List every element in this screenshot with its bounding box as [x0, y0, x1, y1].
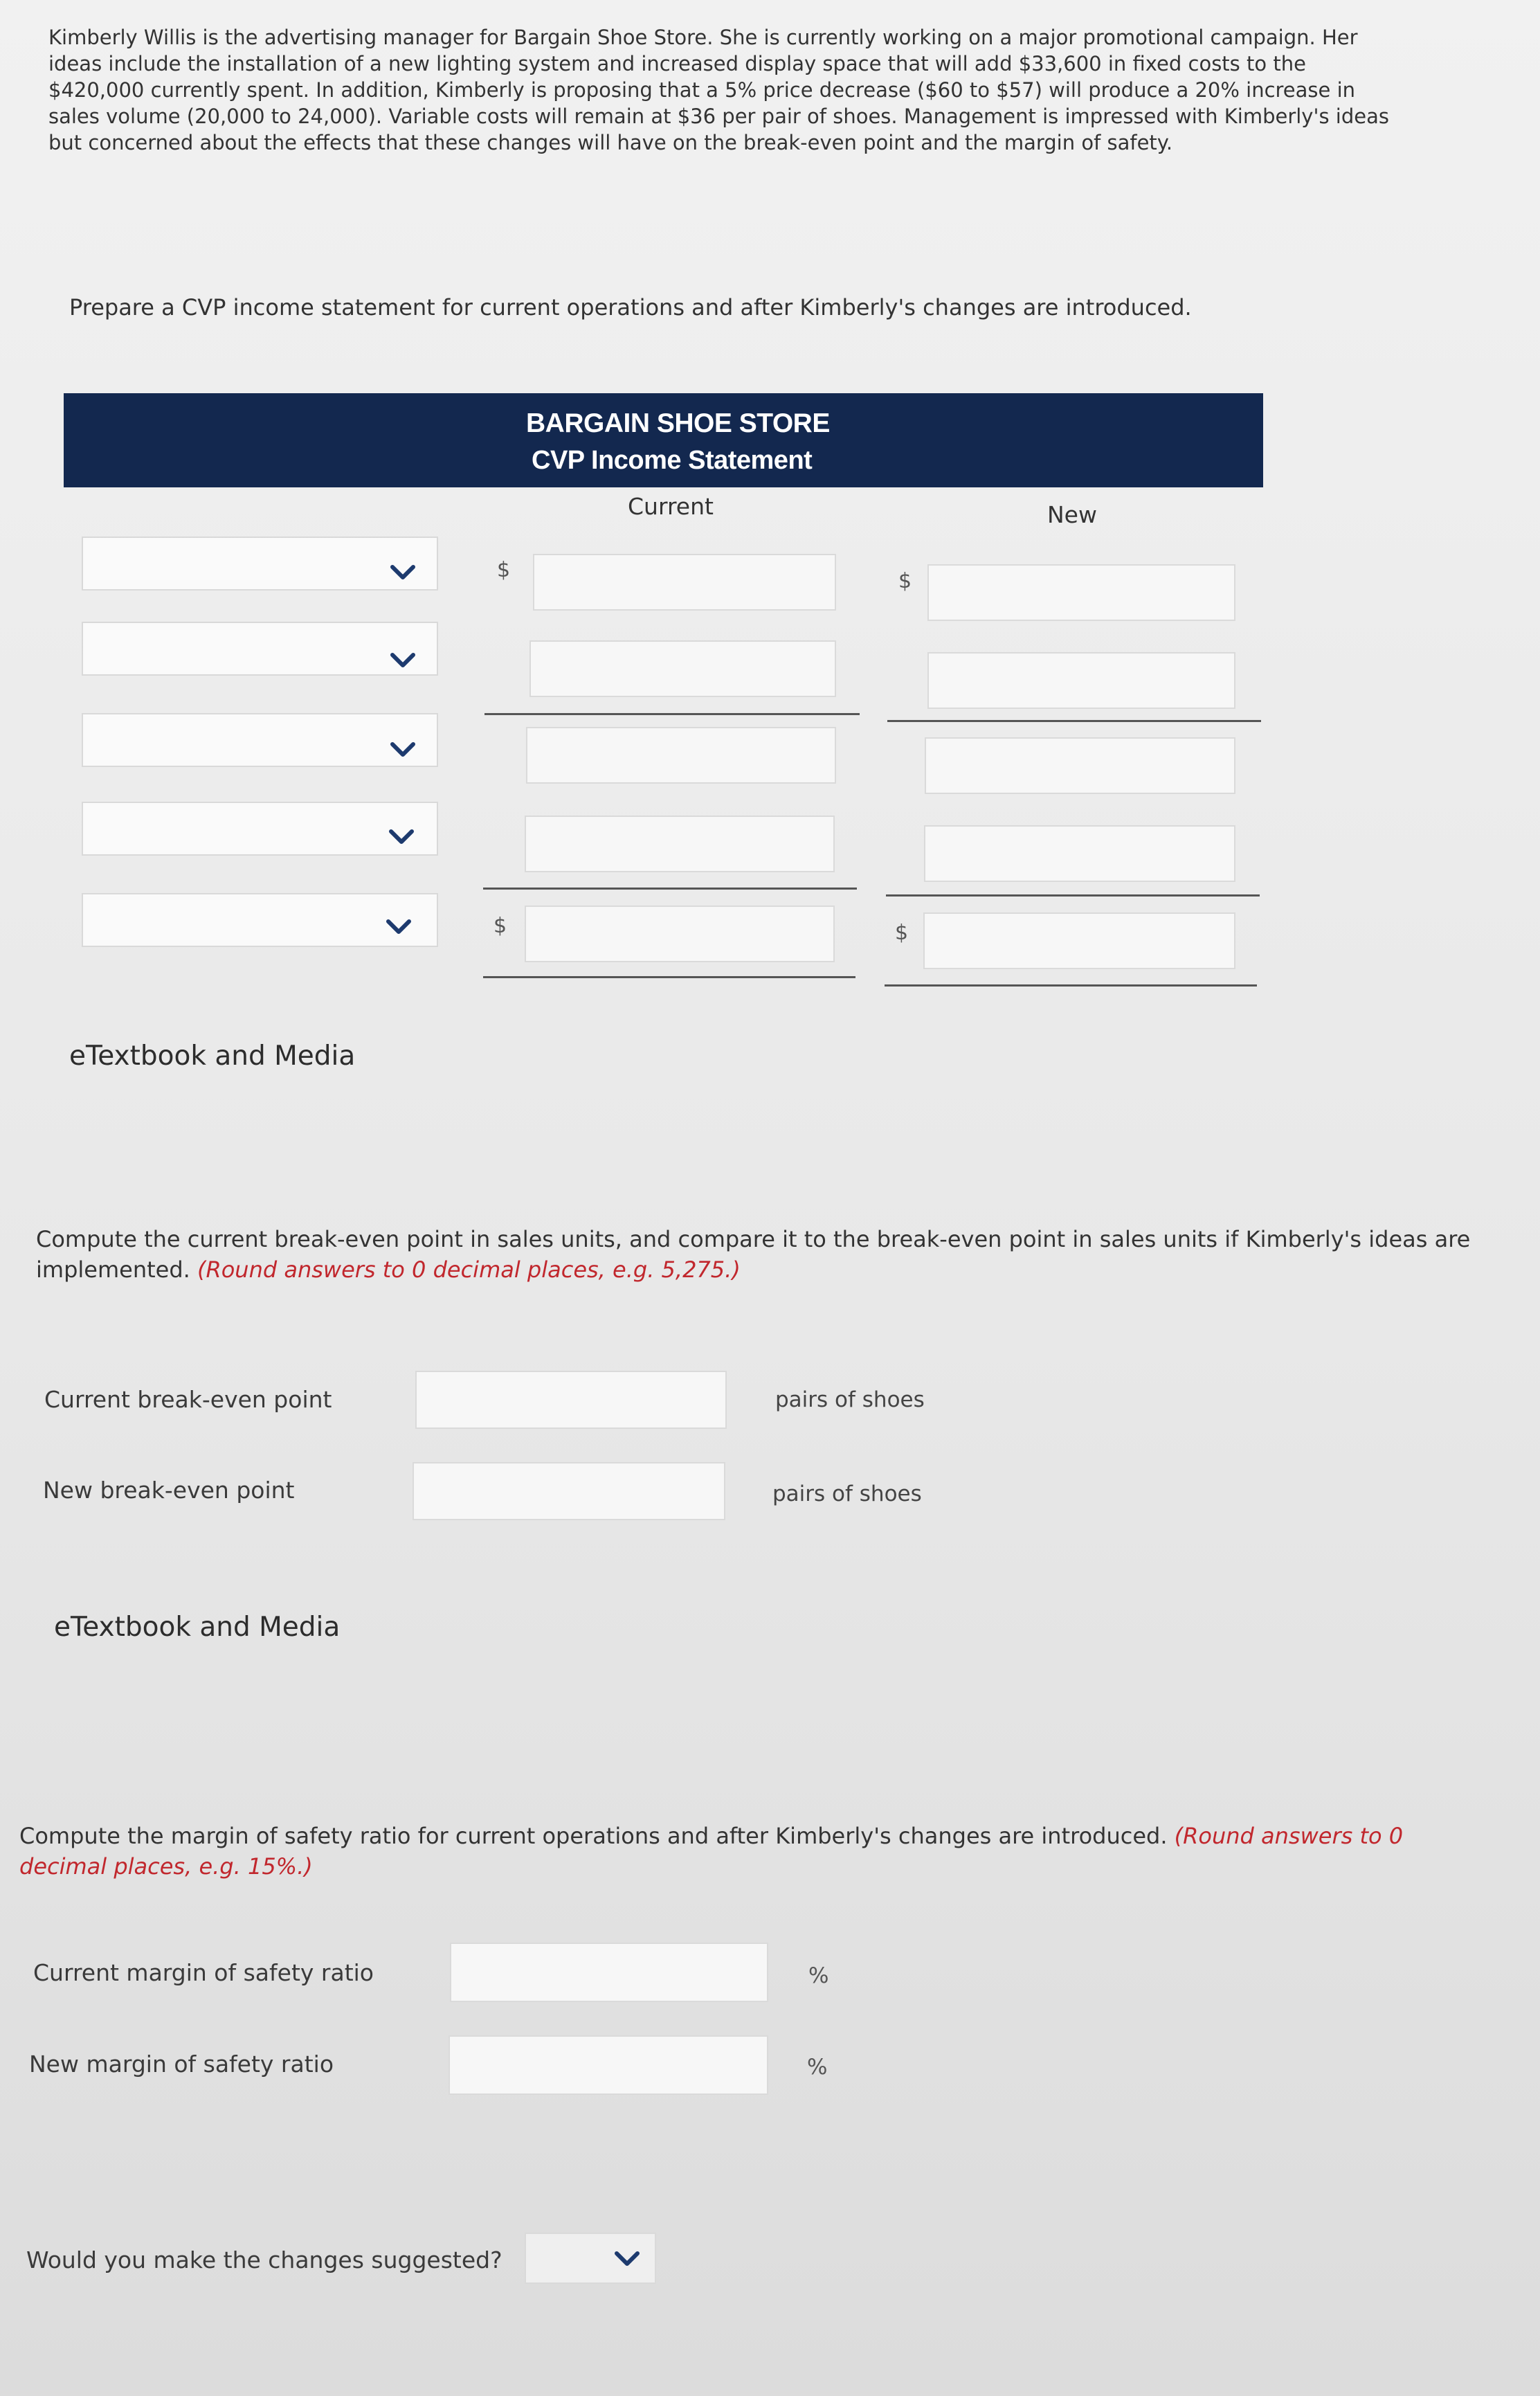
new-amount-input[interactable] — [924, 825, 1235, 882]
new-break-even-input[interactable] — [413, 1462, 725, 1520]
break-even-question-text: Compute the current break-even point in sales units, and compare it to the break-even point in sales units if Kimberly's ideas are — [36, 1226, 1471, 1252]
current-amount-input[interactable] — [526, 727, 836, 784]
percent-sign: % — [807, 2055, 828, 2080]
new-margin-input[interactable] — [449, 2035, 768, 2095]
dollar-sign: $ — [493, 914, 507, 938]
problem-intro — [48, 24, 1523, 156]
subtotal-rule — [887, 720, 1261, 722]
total-rule — [483, 976, 855, 978]
unit-label: pairs of shoes — [772, 1481, 922, 1506]
statement-header — [64, 393, 1263, 487]
etextbook-link[interactable]: eTextbook and Media — [69, 1041, 356, 1072]
break-even-question-text-cont: implemented. — [36, 1256, 190, 1283]
chevron-down-icon[interactable] — [609, 2240, 645, 2276]
current-amount-input[interactable] — [529, 640, 836, 697]
new-break-even-label: New break-even point — [43, 1477, 295, 1504]
intro-line: $420,000 currently spent. In addition, Kimberly is proposing that a 5% price decrease ($60 to $57) will produce a 20% increase in — [48, 78, 1356, 102]
total-rule — [885, 984, 1257, 987]
column-header-current: Current — [628, 493, 714, 520]
intro-line: Kimberly Willis is the advertising manager for Bargain Shoe Store. She is currently working on a major promotional campaign. Her — [48, 26, 1358, 49]
current-break-even-label: Current break-even point — [44, 1386, 332, 1413]
intro-line: ideas include the installation of a new lighting system and increased display space that will add $33,600 in fixed costs to the — [48, 52, 1306, 75]
unit-label: pairs of shoes — [775, 1387, 925, 1412]
rounding-note: (Round answers to 0 decimal places, e.g. 5,275.) — [197, 1256, 741, 1283]
cvp-instruction: Prepare a CVP income statement for current operations and after Kimberly's changes are introduced. — [69, 294, 1192, 321]
new-amount-input[interactable] — [927, 564, 1235, 621]
break-even-question — [36, 1224, 1524, 1285]
chevron-down-icon[interactable] — [383, 818, 419, 854]
new-margin-label: New margin of safety ratio — [29, 2051, 334, 2078]
etextbook-link[interactable]: eTextbook and Media — [54, 1612, 341, 1643]
column-header-new: New — [1047, 501, 1097, 528]
intro-line: sales volume (20,000 to 24,000). Variable costs will remain at $36 per pair of shoes. Management is impressed with Kimberly's ideas — [48, 105, 1389, 128]
margin-of-safety-question-text: Compute the margin of safety ratio for current operations and after Kimberly's changes are introduced. — [19, 1823, 1168, 1849]
new-amount-input[interactable] — [927, 652, 1235, 709]
dollar-sign: $ — [898, 569, 912, 593]
subtotal-rule — [484, 713, 860, 715]
chevron-down-icon[interactable] — [385, 554, 421, 590]
recommendation-question: Would you make the changes suggested? — [26, 2246, 502, 2273]
current-amount-input[interactable] — [533, 554, 836, 611]
current-amount-input[interactable] — [525, 816, 835, 872]
current-margin-label: Current margin of safety ratio — [33, 1959, 374, 1986]
percent-sign: % — [808, 1963, 829, 1988]
chevron-down-icon[interactable] — [385, 642, 421, 678]
statement-title: CVP Income Statement — [532, 446, 813, 475]
subtotal-rule — [886, 894, 1260, 897]
intro-line: but concerned about the effects that these changes will have on the break-even point and the margin of safety. — [48, 131, 1173, 154]
new-amount-input[interactable] — [925, 737, 1235, 794]
company-name: BARGAIN SHOE STORE — [526, 408, 830, 438]
chevron-down-icon[interactable] — [381, 908, 417, 944]
current-amount-input[interactable] — [525, 906, 835, 962]
dollar-sign: $ — [895, 921, 909, 945]
margin-of-safety-question — [19, 1821, 1528, 1882]
subtotal-rule — [483, 888, 857, 890]
chevron-down-icon[interactable] — [385, 731, 421, 767]
new-amount-input[interactable] — [923, 912, 1235, 969]
dollar-sign: $ — [497, 558, 511, 582]
current-margin-input[interactable] — [450, 1943, 768, 2002]
rounding-note: (Round answers to 0 — [1174, 1823, 1404, 1849]
rounding-note: decimal places, e.g. 15%.) — [19, 1853, 313, 1880]
current-break-even-input[interactable] — [415, 1371, 727, 1429]
